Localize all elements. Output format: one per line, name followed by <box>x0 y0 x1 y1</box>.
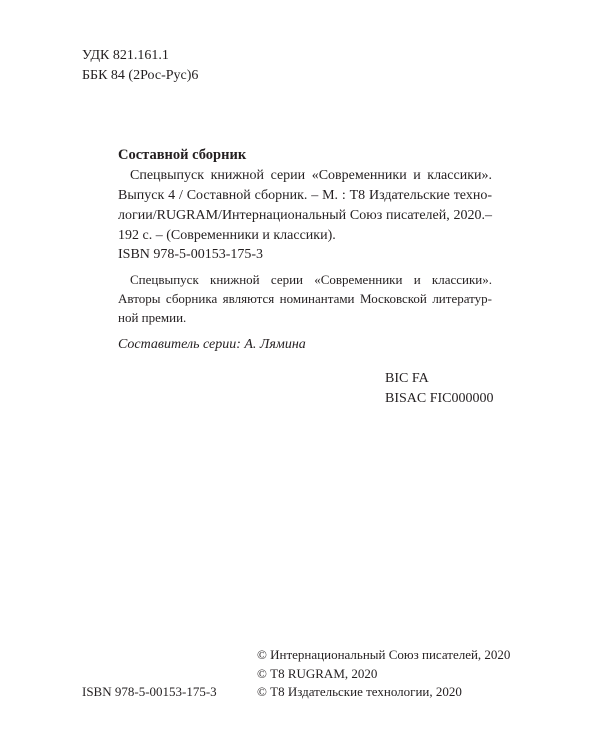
annotation-line: ной премии. <box>118 310 187 325</box>
copyright-line: © Т8 RUGRAM, 2020 <box>257 665 378 681</box>
bisac-code: BISAC FIC000000 <box>385 391 494 406</box>
isbn-number: ISBN 978-5-00153-175-3 <box>118 247 264 262</box>
annotation-line: Авторы сборника являются номинантами Московской литератур- <box>118 291 492 306</box>
bibliography-title: Составной сборник <box>118 147 247 163</box>
bibliography-line: 192 с. – (Современники и классики). <box>118 228 336 243</box>
copyright-line: © Т8 Издательские технологии, 2020 <box>257 684 462 699</box>
subject-codes <box>385 369 494 409</box>
annotation <box>118 270 492 327</box>
bibliography-record <box>118 166 492 246</box>
udk-code: УДК 821.161.1 <box>82 48 169 63</box>
isbn-bottom: ISBN 978-5-00153-175-3 <box>82 684 217 699</box>
annotation-line: Спецвыпуск книжной серии «Современники и классики». <box>130 272 492 287</box>
copyright-line: © Интернациональный Союз писателей, 2020 <box>257 647 511 662</box>
series-compiler: Составитель серии: А. Лямина <box>118 337 306 352</box>
bibliography-line: Спецвыпуск книжной серии «Современники и классики». <box>130 168 492 183</box>
bibliography-line: логии/RUGRAM/Интернациональный Союз писателей, 2020.– <box>118 208 492 223</box>
bic-code: BIC FA <box>385 371 429 386</box>
bbk-code: ББК 84 (2Рос-Рус)6 <box>82 68 199 83</box>
copyright-block <box>257 646 510 702</box>
classification-codes <box>82 46 198 86</box>
bibliography-line: Выпуск 4 / Составной сборник. – М. : Т8 Издательские техно- <box>118 188 492 203</box>
